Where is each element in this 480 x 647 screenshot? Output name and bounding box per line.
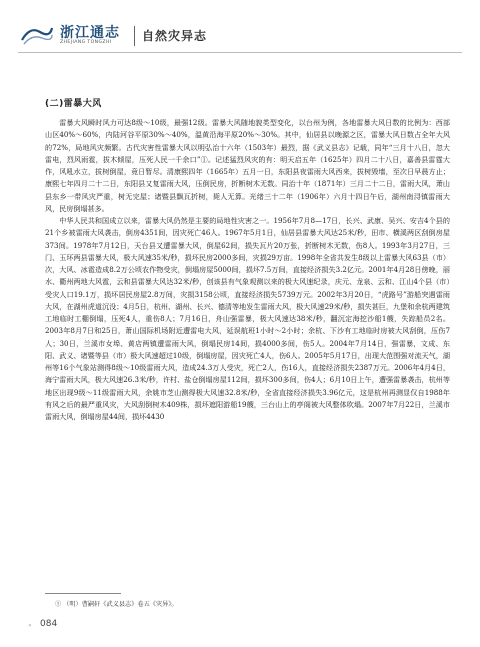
body-text [45, 117, 450, 547]
paragraph: 中华人民共和国成立以来，雷暴大风仍然是主要的局地性灾害之一。1956年7月8—17日，长兴、武康、吴兴、安吉4个县的21个乡被雷雨大风袭击，倒房4351间，因灾死亡46人。1967年5月1日，仙居县雷暴大风达25米/秒，田市、横溪两区刮倒房屋373间。1978年7月12日，天台县又遭雷暴大风，倒屋62间，损失瓦片20万张，折断树木无数，伤8人。1993年3月27日，三门、玉环两县雷暴大风，极大风速35米/秒，损坏民房2000多间，灾损29万亩。1998年全省共发生8级以上雷暴大风63县（市）次，大风、冰雹造成8.2万公顷农作物受灾，倒塌房屋5000间，损坏7.5万间，直接经济损失3.2亿元。2001年4月28日傍晚，丽水、衢州两地大风雹，云和县雷暴大风达32米/秒，创该县有气象观测以来的极大风速纪录，庆元、龙泉、云和、江山4个县（市）受灾人口19.1万，损坏居民房屋2.8万间，灾损3158公顷，直接经济损失5739万元。2002年3月20日，“虎路号”游船突遇雷雨大风，在湖州虎道沉没；4月5日，杭州、湖州、长兴、德清等地发生雷雨大风，极大风速29米/秒，损失甚巨，九堡和余杭两建筑工地临时工棚倒塌，压死4人，重伤8人；7月16日，舟山强雷暴，极大风速达38米/秒，翻沉定海挖沙船1艘，失踪船员2名。2003年8月7日和25日，萧山国际机场附近遭雷电大风，延误航班1小时～2小时；余杭、下沙有工地临时房被大风刮倒，压伤7人；30日，兰溪市女埠、黄店两镇遭雷雨大风，倒塌民房14间，损4000多间，伤5人。2004年7月14日，强雷暴，文成、东阳、武义、诸暨等县（市）极大风速超过10级，倒塌房屋，因灾死亡4人，伤6人。2005年5月17日，出现大范围强对流天气，湖州等16个气象站测得8级～10级雷雨大风，造成24.3万人受灾，死亡2人，伤16人，直接经济损失2387万元。2006年4月4日，海宁雷雨大风，极大风速26.3米/秒，许村、盐仓倒塌房屋112间，损坏300多间，伤4人；6月10日上午，遭强雷暴袭击，杭州等地区出现9级～11级雷雨大风，余姚市芝山测得极大风速32.8米/秒，全省直接经济损失3.96亿元，这是杭州再测显仅自1988年有风之后的最严重风灾，大风刮倒树木409株，损坏遮阳游船19艘，三台山上的亭阁被大风整体吹塌。2007年7月22日，兰溪市雷雨大风，倒塌房屋44间，损坏4430 [45, 216, 450, 421]
paragraph: 雷暴大风瞬时风力可达8级～10级，最强12级。雷暴大风随地貌类型变化，以台州为例，各地雷暴大风日数的比例为：西部山区40%～60%，内陆河谷平原30%～40%，温黄沿海平原20%～30%。其中，仙居县以晚源之区，雷暴大风日数占全年大风的72%，局地风灾频繁。古代灾害性雷暴大风以明弘治十六年（1503年）最烈，据《武义县志》记载，同年“三月十八日，忽大雷电，烈风雨雹，拔木倾屋，压死人民一千余口”①。记述猛烈风灾的有：明天启五年（1625年）四月二十八日，嘉善县雷霆大作，风吼水立，拔树倒屋，竟日暂尽。清康熙四年（1665年）五月一日，东阳县夜雷雨大风西来，拔树毁墙，至次日早晨方止；康熙七年四月二十二日，东阳县又复雷雨大风，压倒民房，折断树木无数。同治十年（1871年）三月二十二日，雷雨大风，萧山县东乡一带风灾严重，树无完屋；诸暨县飘瓦折树，毙人无算。光绪三十二年（1906年）六月十四日午后，湖州南浔镇雷雨大风，民房倒塌甚多。 [45, 118, 450, 213]
page-header [18, 18, 462, 54]
footnote: ① （明）曹嗣轩《武义县志》卷五《灾异》。 [55, 601, 178, 608]
page-marker-icon: » [28, 622, 32, 629]
footnote-rule [45, 593, 121, 594]
section-heading: (二)雷暴大风 [45, 99, 102, 109]
brand-subtitle: ZHEJIANG TONGZHI [60, 40, 112, 45]
section-title: 自然灾异志 [142, 29, 208, 43]
page-number: 084 [40, 619, 58, 629]
brush-wave-logo-icon [20, 22, 54, 48]
header-rule [18, 52, 462, 53]
brand-title: 浙江通志 [60, 25, 120, 41]
header-divider [134, 26, 135, 46]
